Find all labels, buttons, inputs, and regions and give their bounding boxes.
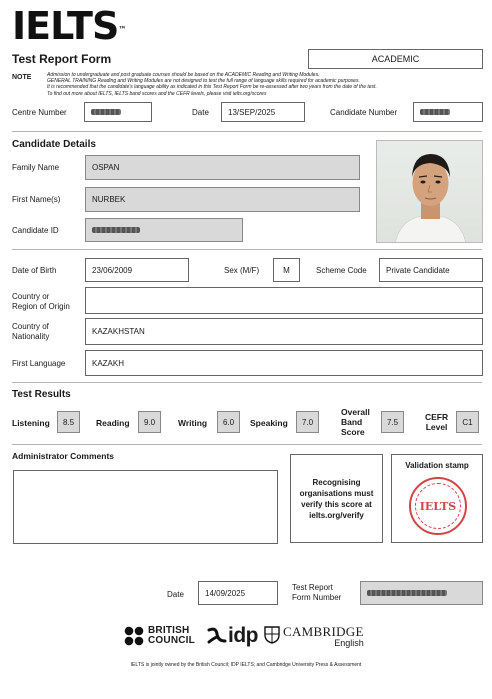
family-name-label: Family Name: [12, 163, 60, 172]
writing-value: 6.0: [222, 417, 235, 427]
label-line: CEFR: [425, 412, 449, 422]
note-label: NOTE: [12, 74, 32, 81]
module-value: ACADEMIC: [371, 54, 420, 64]
cambridge-logo: [264, 626, 364, 649]
family-name-field: [85, 155, 360, 180]
cefr-value: C1: [462, 417, 473, 427]
dob-value: 23/06/2009: [92, 265, 133, 275]
logo-line: COUNCIL: [148, 635, 195, 646]
logo-line: BRITISH: [148, 625, 190, 636]
test-date-label: Date: [192, 108, 209, 117]
first-name-field: [85, 187, 360, 212]
label-line: Country or: [12, 292, 50, 301]
country-origin-label: [12, 292, 70, 312]
label-line: Level: [425, 422, 448, 432]
reading-score: [138, 411, 161, 433]
first-language-field: [85, 350, 483, 376]
speaking-label: Speaking: [250, 418, 288, 428]
sex-field: [273, 258, 300, 282]
nationality-label: [12, 322, 49, 342]
speaking-score: [296, 411, 319, 433]
cefr-level-score: [456, 411, 479, 433]
note-line: It is recommended that the candidate's language ability as indicated in this Test Report Form be re-assessed after two years from the date of the test.: [47, 84, 377, 91]
dob-label: Date of Birth: [12, 266, 57, 275]
dob-field: [85, 258, 189, 282]
scheme-code-value: Private Candidate: [386, 265, 450, 275]
verify-line: organisations must: [299, 488, 374, 498]
candidate-photo: [376, 140, 483, 243]
divider: [12, 249, 482, 250]
overall-value: 7.5: [386, 417, 399, 427]
label-line: Band: [341, 417, 363, 427]
validation-stamp: [409, 477, 467, 535]
ielts-logo: [12, 6, 125, 46]
country-origin-field: [85, 287, 483, 314]
issue-date-value: 14/09/2025: [205, 588, 246, 598]
nationality-field: [85, 318, 483, 345]
reading-value: 9.0: [143, 417, 156, 427]
verify-line: ielts.org/verify: [309, 510, 364, 520]
logo-line: English: [334, 638, 364, 648]
stamp-text: IELTS: [419, 499, 457, 513]
admin-comments-box: [13, 470, 278, 544]
listening-value: 8.5: [62, 417, 75, 427]
redacted-mark: [420, 109, 450, 115]
centre-number-field: [84, 102, 152, 122]
writing-score: [217, 411, 240, 433]
candidate-details-title: Candidate Details: [12, 139, 96, 150]
candidate-id-label: Candidate ID: [12, 226, 59, 235]
form-title: Test Report Form: [12, 52, 112, 66]
divider: [12, 444, 482, 445]
stamp-inner-ring: [415, 483, 461, 529]
test-date-field: [221, 102, 305, 122]
verify-notice: [290, 454, 383, 543]
candidate-number-label: Candidate Number: [330, 108, 398, 117]
overall-band-score: [381, 411, 404, 433]
label-line: Country of: [12, 322, 49, 331]
note-text: [47, 72, 477, 97]
label-line: Overall: [341, 407, 370, 417]
note-line: To find out more about IELTS, IELTS band scores and the CEFR levels, please visit ielts.org/scores: [47, 90, 267, 97]
label-line: Test Report: [292, 583, 333, 592]
portrait-illustration: [377, 141, 483, 243]
reading-label: Reading: [96, 418, 130, 428]
cambridge-shield-icon: [264, 626, 280, 644]
family-name-value: OSPAN: [92, 163, 120, 172]
divider: [12, 131, 482, 132]
ownership-statement: IELTS is jointly owned by the British Council; IDP IELTS; and Cambridge University Press & Assessment: [130, 662, 362, 668]
admin-comments-title: Administrator Comments: [12, 451, 115, 461]
trf-number-label: [292, 583, 341, 603]
first-name-label: First Name(s): [12, 195, 61, 204]
logo-text: IELTS: [12, 4, 119, 48]
overall-band-label: [341, 407, 370, 437]
issue-date-field: [198, 581, 278, 605]
writing-label: Writing: [178, 418, 208, 428]
candidate-number-field: [413, 102, 483, 122]
idp-swirl-icon: [205, 626, 227, 646]
label-line: Region of Origin: [12, 302, 70, 311]
first-name-value: NURBEK: [92, 195, 126, 204]
speaking-value: 7.0: [301, 417, 314, 427]
british-council-dots-icon: [124, 626, 144, 646]
note-line: Admission to undergraduate and post graduate courses should be based on the ACADEMIC Reading and Writing Modules.: [47, 72, 320, 78]
issue-date-label: Date: [167, 590, 184, 599]
module-box: [308, 49, 483, 69]
cefr-level-label: [425, 412, 448, 432]
scheme-code-label: Scheme Code: [316, 266, 367, 275]
scheme-code-field: [379, 258, 483, 282]
test-results-title: Test Results: [12, 389, 71, 400]
redacted-mark: [367, 590, 447, 596]
first-language-label: First Language: [12, 359, 66, 368]
trf-number-field: [360, 581, 483, 605]
label-line: Score: [341, 427, 365, 437]
verify-line: verify this score at: [301, 499, 372, 509]
divider: [12, 382, 482, 383]
sex-value: M: [283, 265, 290, 275]
label-line: Nationality: [12, 332, 50, 341]
redacted-mark: [91, 109, 121, 115]
test-date-value: 13/SEP/2025: [228, 107, 276, 117]
sex-label: Sex (M/F): [224, 266, 260, 275]
british-council-logo: [124, 626, 195, 646]
idp-wordmark: idp: [228, 624, 258, 647]
nationality-value: KAZAKHSTAN: [92, 327, 145, 336]
validation-stamp-box: [391, 454, 483, 543]
candidate-id-field: [85, 218, 243, 242]
first-language-value: KAZAKH: [92, 358, 125, 368]
trademark: ™: [118, 25, 126, 34]
listening-score: [57, 411, 80, 433]
logo-line: CAMBRIDGE: [283, 624, 364, 639]
idp-logo: [205, 624, 258, 648]
listening-label: Listening: [12, 418, 50, 428]
verify-line: Recognising: [312, 477, 361, 487]
validation-stamp-title: Validation stamp: [405, 461, 469, 470]
centre-number-label: Centre Number: [12, 108, 67, 117]
redacted-mark: [92, 227, 140, 233]
note-line: GENERAL TRAINING Reading and Writing Modules are not designed to test the full range of language skills required for academic purposes.: [47, 78, 360, 85]
label-line: Form Number: [292, 593, 342, 602]
